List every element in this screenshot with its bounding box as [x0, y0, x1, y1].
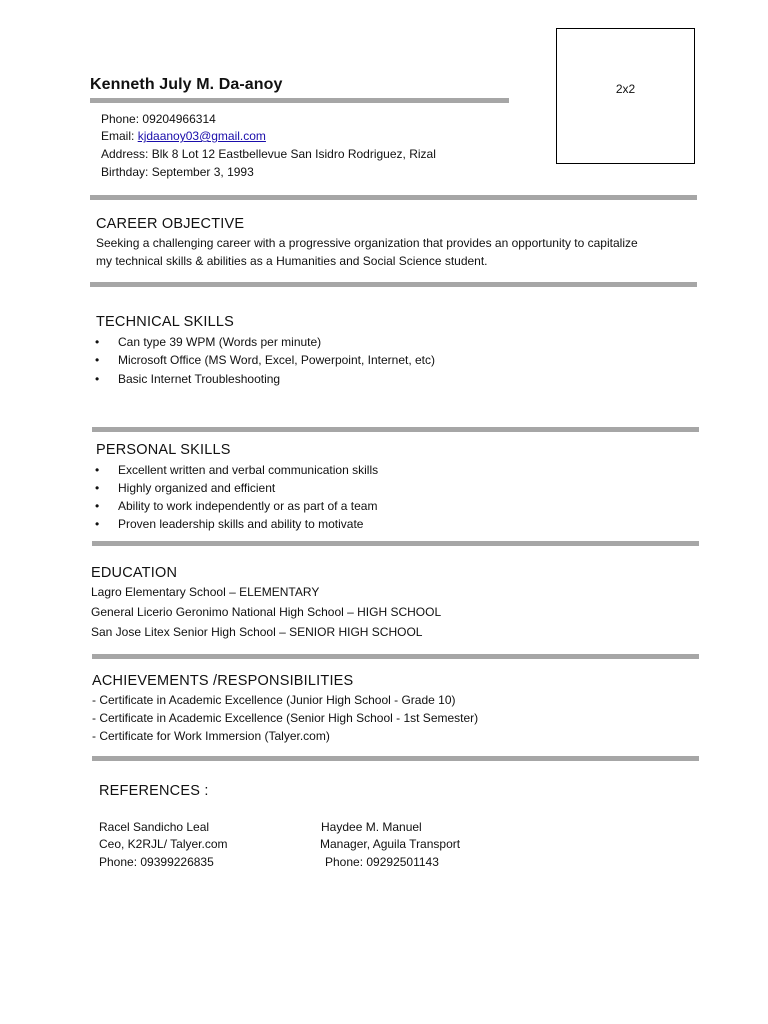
section-divider [92, 654, 699, 659]
section-divider [92, 541, 699, 546]
address-value: Blk 8 Lot 12 Eastbellevue San Isidro Rodriguez, Rizal [151, 147, 436, 161]
section-divider [92, 756, 699, 761]
address-label: Address: [101, 147, 149, 161]
birthday-value: September 3, 1993 [151, 165, 254, 179]
section-divider [90, 195, 697, 200]
reference-phone: Phone: 09399226835 [99, 855, 214, 869]
education-entry: Lagro Elementary School – ELEMENTARY [91, 585, 320, 599]
reference-name: Racel Sandicho Leal [99, 820, 210, 834]
section-divider [90, 282, 697, 287]
contact-email-row [101, 127, 266, 145]
section-divider [92, 427, 699, 432]
reference-name: Haydee M. Manuel [321, 820, 422, 834]
achievements-heading: ACHIEVEMENTS /RESPONSIBILITIES [92, 673, 354, 689]
bullet-icon: • [95, 481, 100, 495]
bullet-icon: • [95, 372, 100, 386]
bullet-icon: • [95, 499, 100, 513]
photo-placeholder [556, 28, 695, 164]
technical-skill: Can type 39 WPM (Words per minute) [118, 335, 322, 349]
bullet-icon: • [95, 517, 100, 531]
reference-title: Manager, Aguila Transport [320, 837, 461, 851]
reference-phone: Phone: 09292501143 [325, 855, 439, 869]
achievement-entry: - Certificate in Academic Excellence (Senior High School - 1st Semester) [92, 711, 479, 725]
career-objective-line: Seeking a challenging career with a progressive organization that provides an opportunity to capitalize [96, 236, 638, 250]
bullet-icon: • [95, 335, 100, 349]
references-heading: REFERENCES : [99, 783, 209, 799]
personal-skill: Excellent written and verbal communication skills [118, 463, 379, 477]
phone-label: Phone: [101, 112, 140, 126]
applicant-name: Kenneth July M. Da-anoy [90, 76, 283, 93]
education-entry: General Licerio Geronimo National High School – HIGH SCHOOL [91, 605, 442, 619]
technical-skill: Microsoft Office (MS Word, Excel, Powerpoint, Internet, etc) [118, 353, 435, 367]
contact-address-row [101, 145, 436, 163]
personal-skill: Highly organized and efficient [118, 481, 276, 495]
personal-skill: Ability to work independently or as part of a team [118, 499, 378, 513]
education-entry: San Jose Litex Senior High School – SENIOR HIGH SCHOOL [91, 625, 423, 639]
personal-skills-heading: PERSONAL SKILLS [96, 442, 231, 458]
bullet-icon: • [95, 353, 100, 367]
photo-label: 2x2 [615, 82, 636, 96]
achievement-entry: - Certificate in Academic Excellence (Junior High School - Grade 10) [92, 693, 456, 707]
phone-value: 09204966314 [142, 112, 216, 126]
technical-skills-heading: TECHNICAL SKILLS [96, 314, 235, 330]
personal-skill: Proven leadership skills and ability to motivate [118, 517, 364, 531]
education-heading: EDUCATION [91, 565, 178, 581]
birthday-label: Birthday: [101, 165, 149, 179]
reference-title: Ceo, K2RJL/ Talyer.com [99, 837, 228, 851]
contact-phone-row [101, 110, 216, 128]
bullet-icon: • [95, 463, 100, 477]
email-link[interactable]: kjdaanoy03@gmail.com [137, 129, 266, 143]
career-objective-line: my technical skills & abilities as a Humanities and Social Science student. [96, 254, 488, 268]
contact-birthday-row [101, 163, 254, 181]
career-objective-heading: CAREER OBJECTIVE [96, 216, 245, 232]
achievement-entry: - Certificate for Work Immersion (Talyer.com) [92, 729, 330, 743]
technical-skill: Basic Internet Troubleshooting [118, 372, 281, 386]
email-label: Email: [101, 129, 135, 143]
header-divider [90, 98, 509, 103]
